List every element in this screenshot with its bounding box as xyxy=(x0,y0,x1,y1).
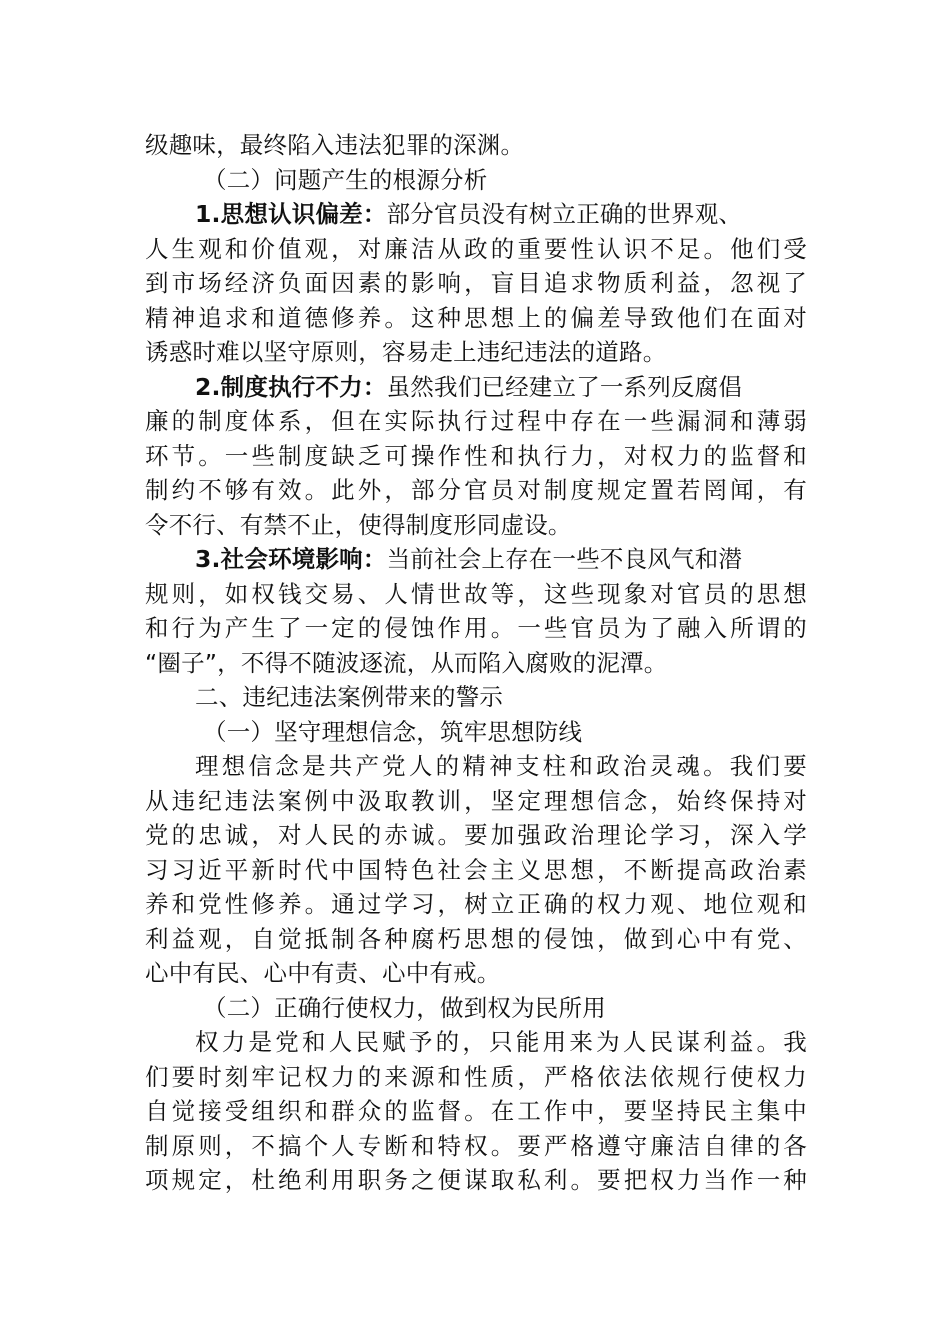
body-line: 党的忠诚，对人民的赤诚。要加强政治理论学习，深入学 xyxy=(145,821,807,849)
numbered-paragraph-start xyxy=(145,370,807,405)
body-line: 从违纪违法案例中汲取教训，坚定理想信念，始终保持对 xyxy=(145,786,807,815)
body-line: 环节。一些制度缺乏可操作性和执行力，对权力的监督和 xyxy=(145,441,807,470)
body-line: 人生观和价值观，对廉洁从政的重要性认识不足。他们受 xyxy=(145,234,807,263)
body-line: 养和党性修养。通过学习，树立正确的权力观、地位观和 xyxy=(145,890,807,918)
numbered-text: 部分官员没有树立正确的世界观、 xyxy=(386,200,743,228)
numbered-lead: 1.思想认识偏差： xyxy=(195,200,387,228)
body-line: 廉的制度体系，但在实际执行过程中存在一些漏洞和薄弱 xyxy=(145,407,807,435)
body-line: 项规定，杜绝利用职务之便谋取私利。要把权力当作一种 xyxy=(145,1166,807,1194)
document-page xyxy=(145,128,807,1198)
body-line: “圈子”，不得不随波逐流，从而陷入腐败的泥潭。 xyxy=(145,648,668,677)
subsection-heading: （二）正确行使权力，做到权为民所用 xyxy=(203,993,606,1022)
numbered-paragraph-start xyxy=(145,542,807,577)
body-line: 制约不够有效。此外，部分官员对制度规定置若罔闻，有 xyxy=(145,476,807,504)
body-line: 令不行、有禁不止，使得制度形同虚设。 xyxy=(145,510,572,539)
section-heading: 二、违纪违法案例带来的警示 xyxy=(195,683,504,711)
paragraph-start: 理想信念是共产党人的精神支柱和政治灵魂。我们要 xyxy=(195,752,807,780)
body-line: 和行为产生了一定的侵蚀作用。一些官员为了融入所谓的 xyxy=(145,614,807,642)
body-line: 自觉接受组织和群众的监督。在工作中，要坚持民主集中 xyxy=(145,1097,807,1125)
subsection-heading: （二）问题产生的根源分析 xyxy=(203,165,488,194)
body-line: 们要时刻牢记权力的来源和性质，严格依法依规行使权力 xyxy=(145,1062,807,1091)
body-line: 习习近平新时代中国特色社会主义思想，不断提高政治素 xyxy=(145,855,807,884)
body-line: 规则，如权钱交易、人情世故等，这些现象对官员的思想 xyxy=(145,579,807,608)
body-line: 精神追求和道德修养。这种思想上的偏差导致他们在面对 xyxy=(145,303,807,332)
numbered-text: 当前社会上存在一些不良风气和潜 xyxy=(386,545,743,573)
body-line: 利益观，自觉抵制各种腐朽思想的侵蚀，做到心中有党、 xyxy=(145,924,807,953)
body-line: 诱惑时难以坚守原则，容易走上违纪违法的道路。 xyxy=(145,338,667,366)
numbered-paragraph-start xyxy=(145,197,807,232)
numbered-lead: 2.制度执行不力： xyxy=(195,372,387,401)
paragraph-start: 权力是党和人民赋予的，只能用来为人民谋利益。我 xyxy=(195,1028,807,1056)
body-line: 制原则，不搞个人专断和特权。要严格遵守廉洁自律的各 xyxy=(145,1131,807,1160)
numbered-lead: 3.社会环境影响： xyxy=(195,545,387,573)
numbered-text: 虽然我们已经建立了一系列反腐倡 xyxy=(386,372,743,401)
body-line: 到市场经济负面因素的影响，盲目追求物质利益，忽视了 xyxy=(145,269,807,297)
subsection-heading: （一）坚守理想信念，筑牢思想防线 xyxy=(203,717,583,746)
body-line: 心中有民、心中有责、心中有戒。 xyxy=(145,959,501,987)
body-line: 级趣味，最终陷入违法犯罪的深渊。 xyxy=(145,131,525,159)
